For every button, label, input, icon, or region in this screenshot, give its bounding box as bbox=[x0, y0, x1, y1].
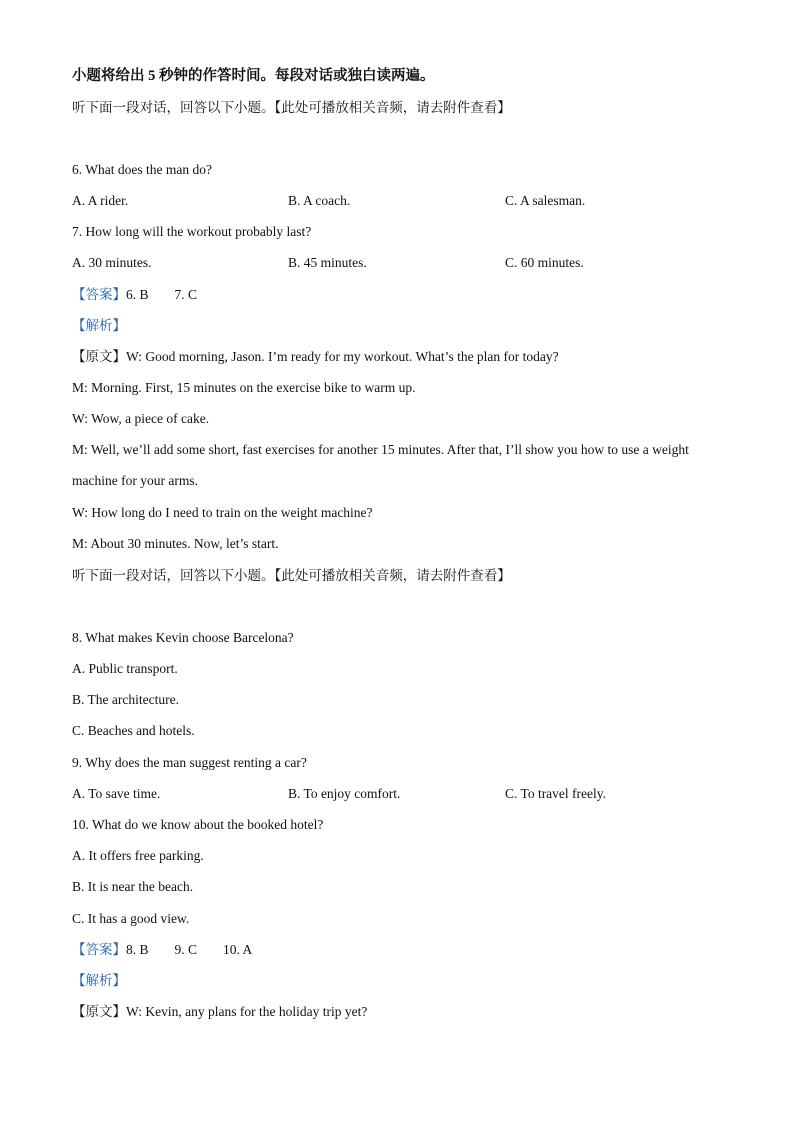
question-10: 10. What do we know about the booked hotel? bbox=[72, 817, 324, 832]
option-c: C. It has a good view. bbox=[72, 911, 190, 926]
transcript-line: M: About 30 minutes. Now, let’s start. bbox=[72, 536, 279, 551]
answer-9: 9. C bbox=[174, 942, 198, 957]
answer-10: 10. A bbox=[223, 942, 253, 957]
transcript-label: 【原文】 bbox=[72, 1004, 126, 1019]
answer-6: 6. B bbox=[126, 287, 149, 302]
transcript-line: W: How long do I need to train on the weight machine? bbox=[72, 505, 373, 520]
option-a: A. 30 minutes. bbox=[72, 255, 152, 270]
transcript-line: W: Kevin, any plans for the holiday trip yet? bbox=[126, 1004, 368, 1019]
listen-prompt: 听下面一段对话，回答以下小题。【此处可播放相关音频，请去附件查看】 bbox=[72, 100, 511, 115]
option-a: A. It offers free parking. bbox=[72, 848, 204, 863]
option-c: C. A salesman. bbox=[505, 193, 586, 208]
question-7: 7. How long will the workout probably last? bbox=[72, 224, 312, 239]
option-c: C. 60 minutes. bbox=[505, 255, 584, 270]
option-b: B. The architecture. bbox=[72, 692, 179, 707]
option-c: C. Beaches and hotels. bbox=[72, 723, 195, 738]
option-c: C. To travel freely. bbox=[505, 786, 607, 801]
option-a: A. A rider. bbox=[72, 193, 129, 208]
transcript-first-line bbox=[72, 1003, 367, 1021]
transcript-line: M: Morning. First, 15 minutes on the exercise bike to warm up. bbox=[72, 380, 416, 395]
option-a: A. Public transport. bbox=[72, 661, 178, 676]
transcript-line: M: Well, we’ll add some short, fast exercises for another 15 minutes. After that, I’ll show you how to use a weight machine for your arms. bbox=[72, 442, 689, 488]
transcript-first-line bbox=[72, 348, 559, 366]
option-b: B. 45 minutes. bbox=[288, 255, 367, 270]
answer-line bbox=[72, 941, 252, 959]
analysis-label: 【解析】 bbox=[72, 318, 126, 333]
analysis-line bbox=[72, 317, 126, 335]
answer-label: 【答案】 bbox=[72, 942, 126, 957]
question-6: 6. What does the man do? bbox=[72, 162, 212, 177]
listen-prompt: 听下面一段对话，回答以下小题。【此处可播放相关音频，请去附件查看】 bbox=[72, 568, 511, 583]
option-b: B. It is near the beach. bbox=[72, 879, 194, 894]
answer-label: 【答案】 bbox=[72, 287, 126, 302]
answer-line bbox=[72, 286, 197, 304]
question-9: 9. Why does the man suggest renting a car? bbox=[72, 755, 307, 770]
option-b: B. A coach. bbox=[288, 193, 351, 208]
transcript-line: W: Wow, a piece of cake. bbox=[72, 411, 210, 426]
question-8: 8. What makes Kevin choose Barcelona? bbox=[72, 630, 294, 645]
section-instruction: 小题将给出 5 秒钟的作答时间。每段对话或独白读两遍。 bbox=[72, 68, 435, 84]
transcript-label: 【原文】 bbox=[72, 349, 126, 364]
answer-7: 7. C bbox=[174, 287, 198, 302]
transcript-line: W: Good morning, Jason. I’m ready for my workout. What’s the plan for today? bbox=[126, 349, 559, 364]
analysis-label: 【解析】 bbox=[72, 973, 126, 988]
answer-8: 8. B bbox=[126, 942, 149, 957]
analysis-line bbox=[72, 972, 126, 990]
option-a: A. To save time. bbox=[72, 786, 161, 801]
option-b: B. To enjoy comfort. bbox=[288, 786, 401, 801]
